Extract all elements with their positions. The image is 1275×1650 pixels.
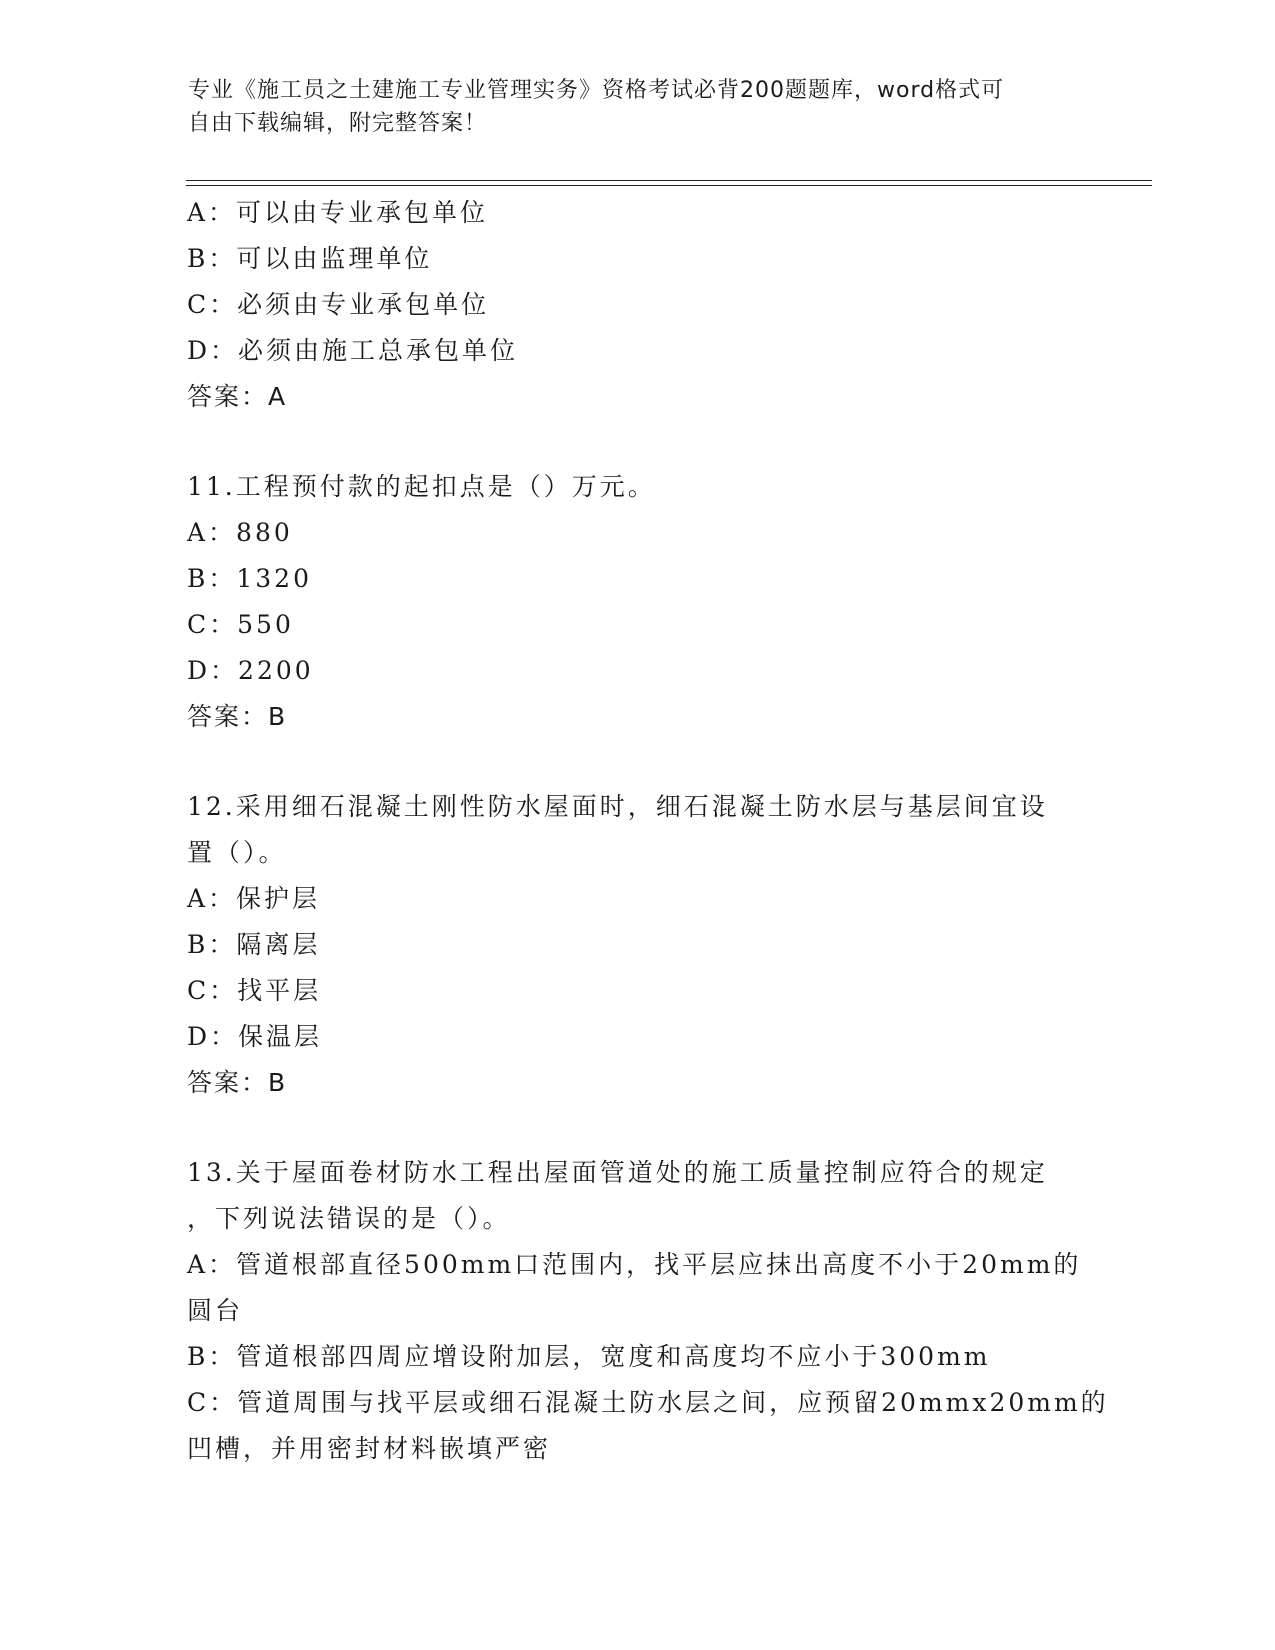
option-d: D：2200: [187, 656, 314, 685]
option-c: C：必须由专业承包单位: [187, 290, 490, 319]
question-text-line-2: ，下列说法错误的是（）。: [187, 1204, 511, 1233]
answer: 答案：A: [187, 382, 288, 411]
header-divider-top: [186, 180, 1152, 181]
question-text-line-2: 置（）。: [187, 838, 287, 867]
option-a: A：可以由专业承包单位: [187, 198, 489, 227]
option-a: A：880: [187, 518, 293, 547]
document-header: [188, 74, 1088, 140]
option-d: D：必须由施工总承包单位: [187, 336, 519, 365]
question-text: 11.工程预付款的起扣点是（）万元。: [187, 472, 656, 501]
answer: 答案：B: [187, 702, 288, 731]
spacer: [187, 1106, 1087, 1150]
option-a: A：保护层: [187, 884, 321, 913]
option-b: B：可以由监理单位: [187, 244, 433, 273]
question-12: [187, 784, 1087, 1106]
spacer: [187, 740, 1087, 784]
option-c: C：找平层: [187, 976, 322, 1005]
option-b: B：管道根部四周应增设附加层，宽度和高度均不应小于300mm: [187, 1342, 991, 1371]
option-b: B：隔离层: [187, 930, 321, 959]
question-13: [187, 1150, 1109, 1472]
option-a-line-1: A：管道根部直径500mm口范围内，找平层应抹出高度不小于20mm的: [187, 1250, 1082, 1279]
spacer: [187, 420, 1087, 464]
question-list: [187, 190, 1109, 1472]
question-text-line-1: 13.关于屋面卷材防水工程出屋面管道处的施工质量控制应符合的规定: [187, 1158, 1048, 1187]
header-line-1: 专业《施工员之土建施工专业管理实务》资格考试必背200题题库，word格式可: [188, 78, 1005, 103]
question-10: [187, 190, 1087, 420]
question-11: [187, 464, 1087, 740]
header-divider-bottom: [186, 185, 1152, 186]
header-line-2: 自由下载编辑，附完整答案！: [188, 111, 488, 136]
option-d: D：保温层: [187, 1022, 323, 1051]
option-a-line-2: 圆台: [187, 1296, 244, 1325]
option-c-line-2: 凹槽，并用密封材料嵌填严密: [187, 1434, 552, 1463]
option-b: B：1320: [187, 564, 312, 593]
question-text-line-1: 12.采用细石混凝土刚性防水屋面时，细石混凝土防水层与基层间宜设: [187, 792, 1048, 821]
answer: 答案：B: [187, 1068, 288, 1097]
option-c: C：550: [187, 610, 294, 639]
option-c-line-1: C：管道周围与找平层或细石混凝土防水层之间，应预留20mmx20mm的: [187, 1388, 1109, 1417]
